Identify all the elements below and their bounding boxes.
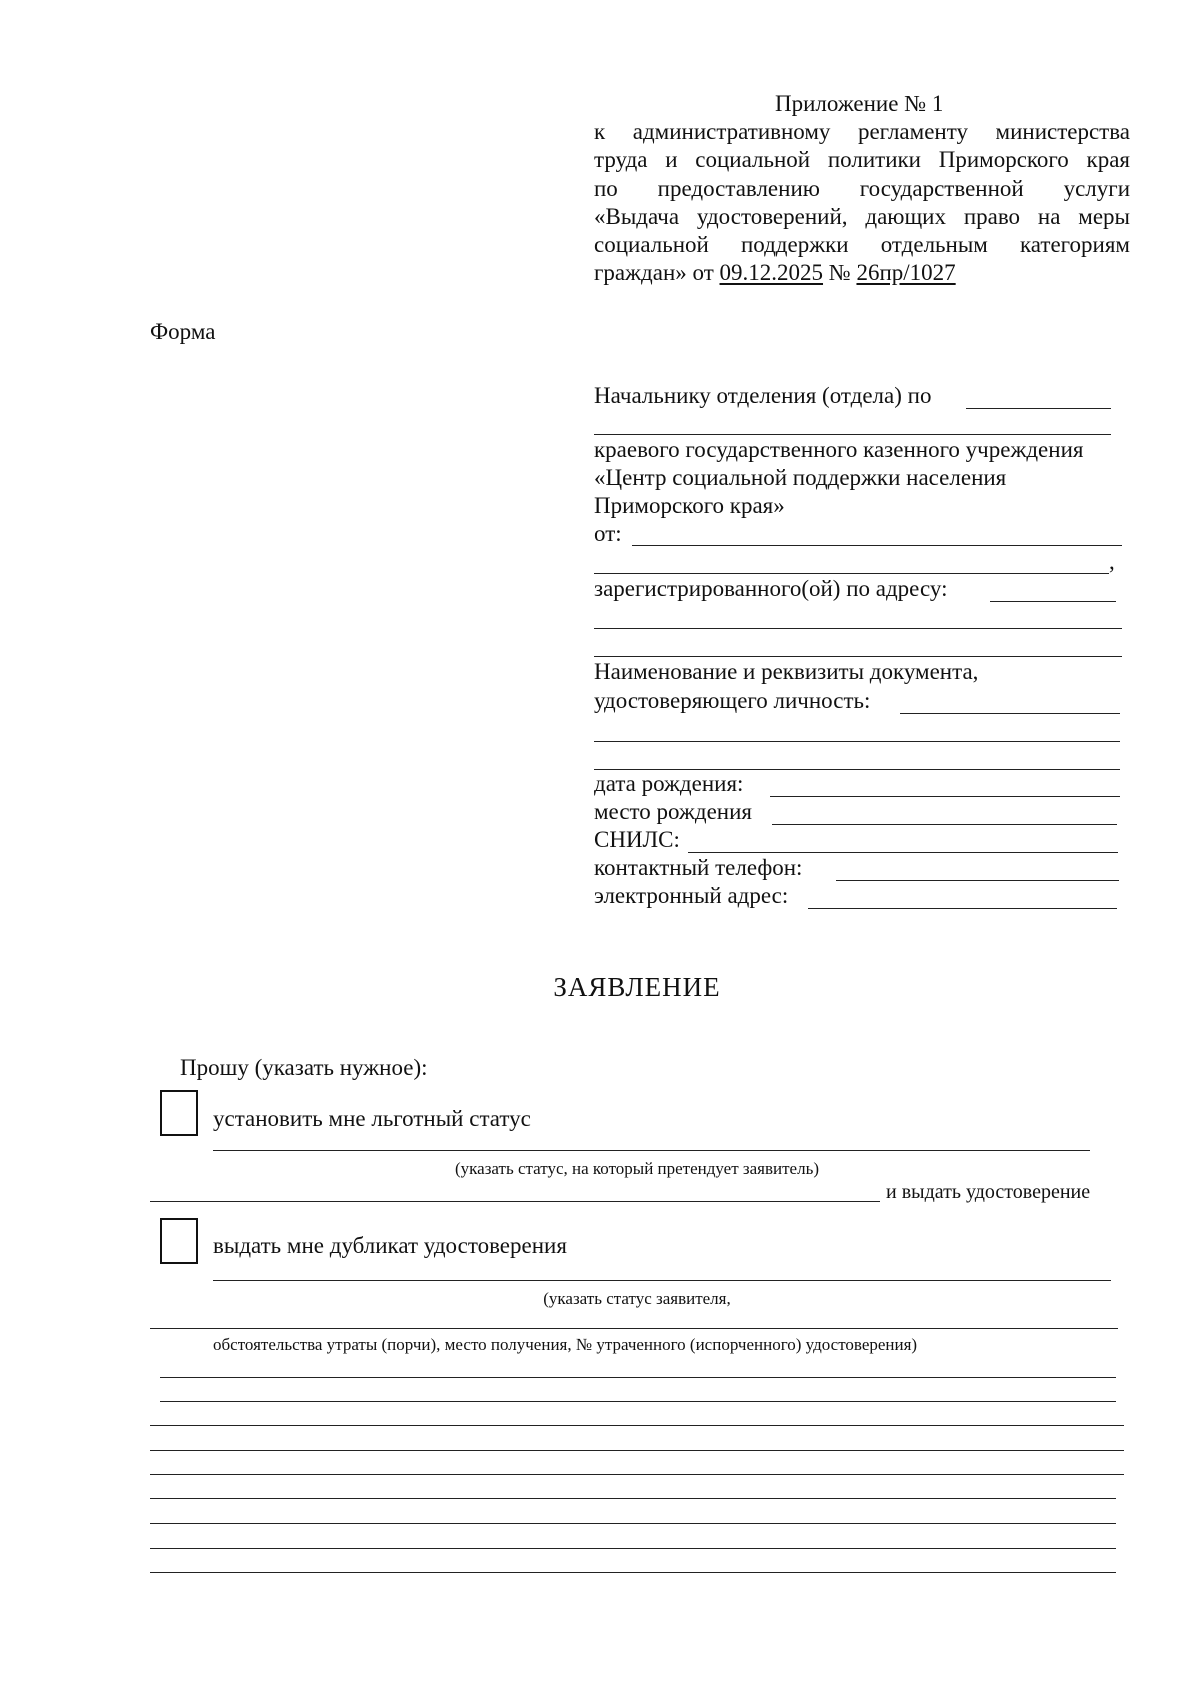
option2-label: выдать мне дубликат удостоверения — [213, 1233, 567, 1258]
address-field-3[interactable] — [594, 656, 1122, 657]
option2-checkbox[interactable] — [160, 1218, 198, 1264]
regulation-line: труда и социальной политики Приморского края — [594, 147, 1130, 173]
org-line: Приморского края» — [594, 493, 785, 518]
snils-label: СНИЛС: — [594, 827, 680, 852]
id-document-field[interactable] — [900, 713, 1120, 714]
comma: , — [1109, 549, 1115, 574]
option1-status-field-2[interactable] — [150, 1201, 880, 1202]
regulation-line: «Выдача удостоверений, дающих право на меры — [594, 203, 1130, 229]
registered-address-label: зарегистрированного(ой) по адресу: — [594, 576, 948, 601]
option1-hint: (указать статус, на который претендует заявитель) — [455, 1159, 819, 1178]
option2-hint: (указать статус заявителя, — [543, 1289, 731, 1308]
option1-status-field[interactable] — [213, 1150, 1090, 1151]
appendix-title: Приложение № 1 — [775, 91, 944, 116]
registered-address-field[interactable] — [990, 601, 1116, 602]
blank-line[interactable] — [150, 1450, 1124, 1451]
option1-label: установить мне льготный статус — [213, 1106, 531, 1131]
email-label: электронный адрес: — [594, 883, 789, 908]
blank-line[interactable] — [150, 1425, 1124, 1426]
birth-date-label: дата рождения: — [594, 771, 744, 796]
department-field[interactable] — [594, 434, 1111, 435]
email-field[interactable] — [808, 908, 1117, 909]
option2-hint-2: обстоятельства утраты (порчи), место получения, № утраченного (испорченного) удостоверения) — [213, 1335, 918, 1354]
birth-place-label: место рождения — [594, 799, 752, 824]
birth-date-field[interactable] — [770, 796, 1120, 797]
option1-checkbox[interactable] — [160, 1090, 198, 1136]
blank-line[interactable] — [150, 1548, 1116, 1549]
document-title: ЗАЯВЛЕНИЕ — [553, 972, 721, 1002]
regulation-line-date: граждан» от 09.12.2025 № 26пр/1027 — [594, 260, 956, 286]
from-field-2[interactable] — [594, 573, 1109, 574]
regulation-line: по предоставлению государственной услуги — [594, 175, 1130, 201]
snils-field[interactable] — [688, 852, 1118, 853]
blank-line[interactable] — [150, 1572, 1116, 1573]
blank-line[interactable] — [150, 1498, 1116, 1499]
to-head-label: Начальнику отделения (отдела) по — [594, 383, 932, 408]
option2-status-field[interactable] — [213, 1280, 1111, 1281]
blank-line[interactable] — [160, 1377, 1116, 1378]
birth-place-field[interactable] — [772, 824, 1117, 825]
option1-suffix: и выдать удостоверение — [886, 1181, 1091, 1203]
org-line: «Центр социальной поддержки населения — [594, 465, 1007, 490]
id-document-label-2: удостоверяющего личность: — [594, 688, 871, 713]
regulation-number: 26пр/1027 — [856, 260, 956, 286]
phone-label: контактный телефон: — [594, 855, 803, 880]
regulation-reference — [594, 118, 1130, 288]
blank-line[interactable] — [150, 1474, 1124, 1475]
phone-field[interactable] — [836, 880, 1119, 881]
regulation-line: к административному регламенту министерства — [594, 119, 1130, 144]
request-prompt: Прошу (указать нужное): — [180, 1055, 428, 1080]
blank-line[interactable] — [160, 1401, 1116, 1402]
from-label: от: — [594, 521, 622, 546]
regulation-line: социальной поддержки отдельным категориям — [594, 232, 1130, 258]
id-document-field-2[interactable] — [594, 741, 1120, 742]
blank-line[interactable] — [150, 1523, 1116, 1524]
form-label: Форма — [150, 319, 216, 344]
option2-details-field[interactable] — [150, 1328, 1118, 1329]
regulation-date: 09.12.2025 — [719, 260, 824, 286]
org-line: краевого государственного казенного учреждения — [594, 437, 1084, 462]
id-document-label: Наименование и реквизиты документа, — [594, 659, 979, 684]
address-field-2[interactable] — [594, 628, 1122, 629]
to-head-field[interactable] — [966, 408, 1111, 409]
from-field[interactable] — [632, 545, 1122, 546]
